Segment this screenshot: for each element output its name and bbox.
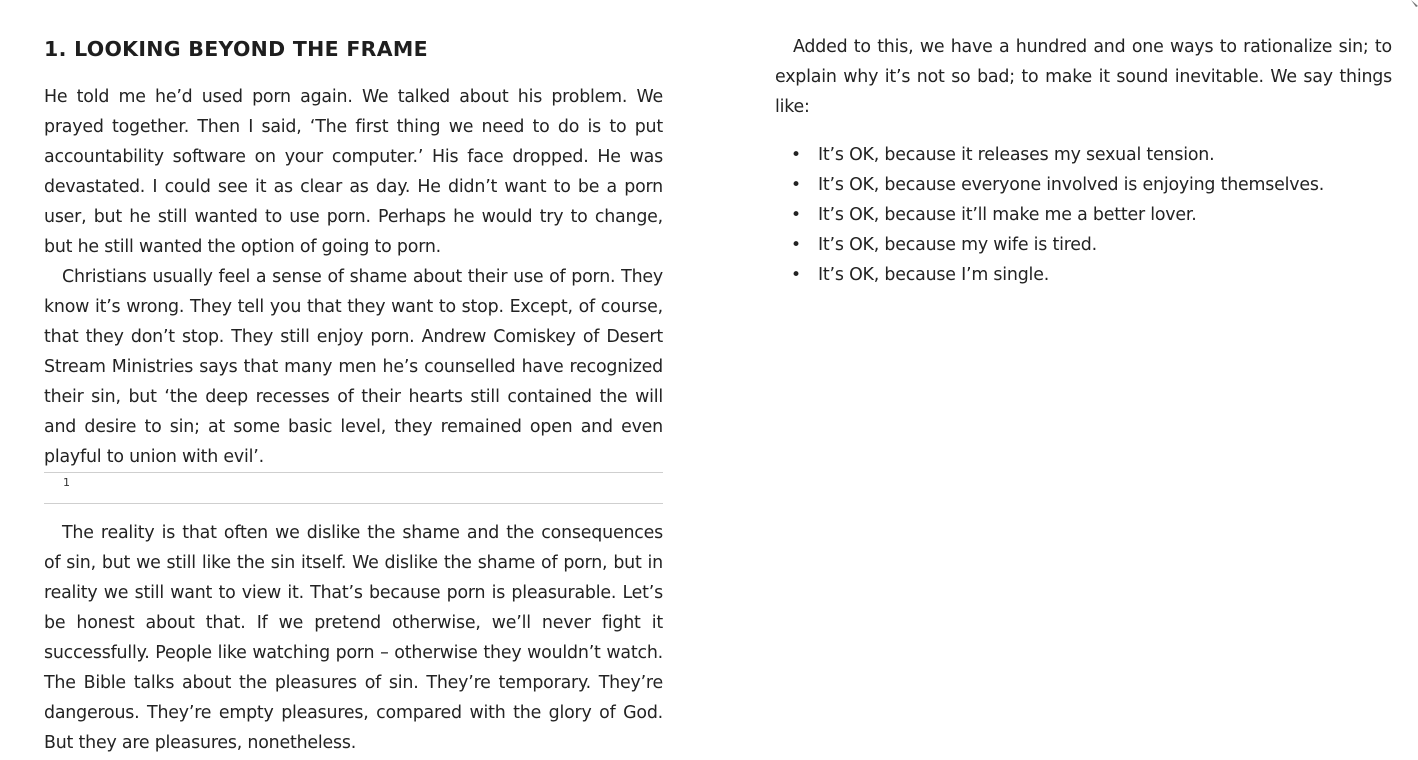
list-item: [775, 230, 1392, 260]
list-item: [775, 260, 1392, 290]
list-item-text: It’s OK, because my wife is tired.: [818, 235, 1097, 255]
bullet-icon: •: [791, 175, 801, 195]
paragraph: Added to this, we have a hundred and one ways to rationalize sin; to explain why it’s not so bad; to make it sound inevitable. We say things like:: [775, 37, 1392, 117]
chapter-title: 1. LOOKING BEYOND THE FRAME: [44, 37, 428, 61]
list-item-text: It’s OK, because it releases my sexual tension.: [818, 145, 1215, 165]
list-item: [775, 200, 1392, 230]
bullet-icon: •: [791, 235, 801, 255]
right-column: [775, 32, 1392, 290]
list-item: [775, 140, 1392, 170]
list-item-text: It’s OK, because I’m single.: [818, 265, 1050, 285]
bullet-list: [775, 140, 1392, 290]
paragraph: He told me he’d used porn again. We talked about his problem. We prayed together. Then I said, ‘The first thing we need to do is to put accountability software on your computer.’ His face dropped. He was devastated. I could see it as clear as day. He didn’t want to be a porn user, but he still wanted to use porn. Perhaps he would try to change, but he still wanted the option of going to porn.: [44, 87, 663, 257]
cursor-icon: [1410, 0, 1418, 8]
left-column: [44, 32, 663, 758]
paragraph: The reality is that often we dislike the shame and the consequences of sin, but we still like the sin itself. We dislike the shame of porn, but in reality we still want to view it. That’s because porn is pleasurable. Let’s be honest about that. If we pretend otherwise, we’ll never fight it successfully. People like watching porn – otherwise they wouldn’t watch. The Bible talks about the pleasures of sin. They’re temporary. They’re dangerous. They’re empty pleasures, compared with the glory of God. But they are pleasures, nonetheless.: [44, 523, 663, 753]
list-item: [775, 170, 1392, 200]
list-item-text: It’s OK, because it’ll make me a better lover.: [818, 205, 1197, 225]
footnote-separator: [44, 472, 663, 504]
paragraph: Christians usually feel a sense of shame about their use of porn. They know it’s wrong. They tell you that they want to stop. Except, of course, that they don’t stop. They still enjoy porn. Andrew Comiskey of Desert Stream Ministries says that many men he’s counselled have recognized their sin, but ‘the deep recesses of their hearts still contained the will and desire to sin; at some basic level, they remained open and even playful to union with evil’.: [44, 267, 663, 467]
bullet-icon: •: [791, 205, 801, 225]
bullet-icon: •: [791, 265, 801, 285]
bullet-icon: •: [791, 145, 801, 165]
list-item-text: It’s OK, because everyone involved is enjoying themselves.: [818, 175, 1325, 195]
footnote-marker[interactable]: 1: [63, 476, 70, 489]
